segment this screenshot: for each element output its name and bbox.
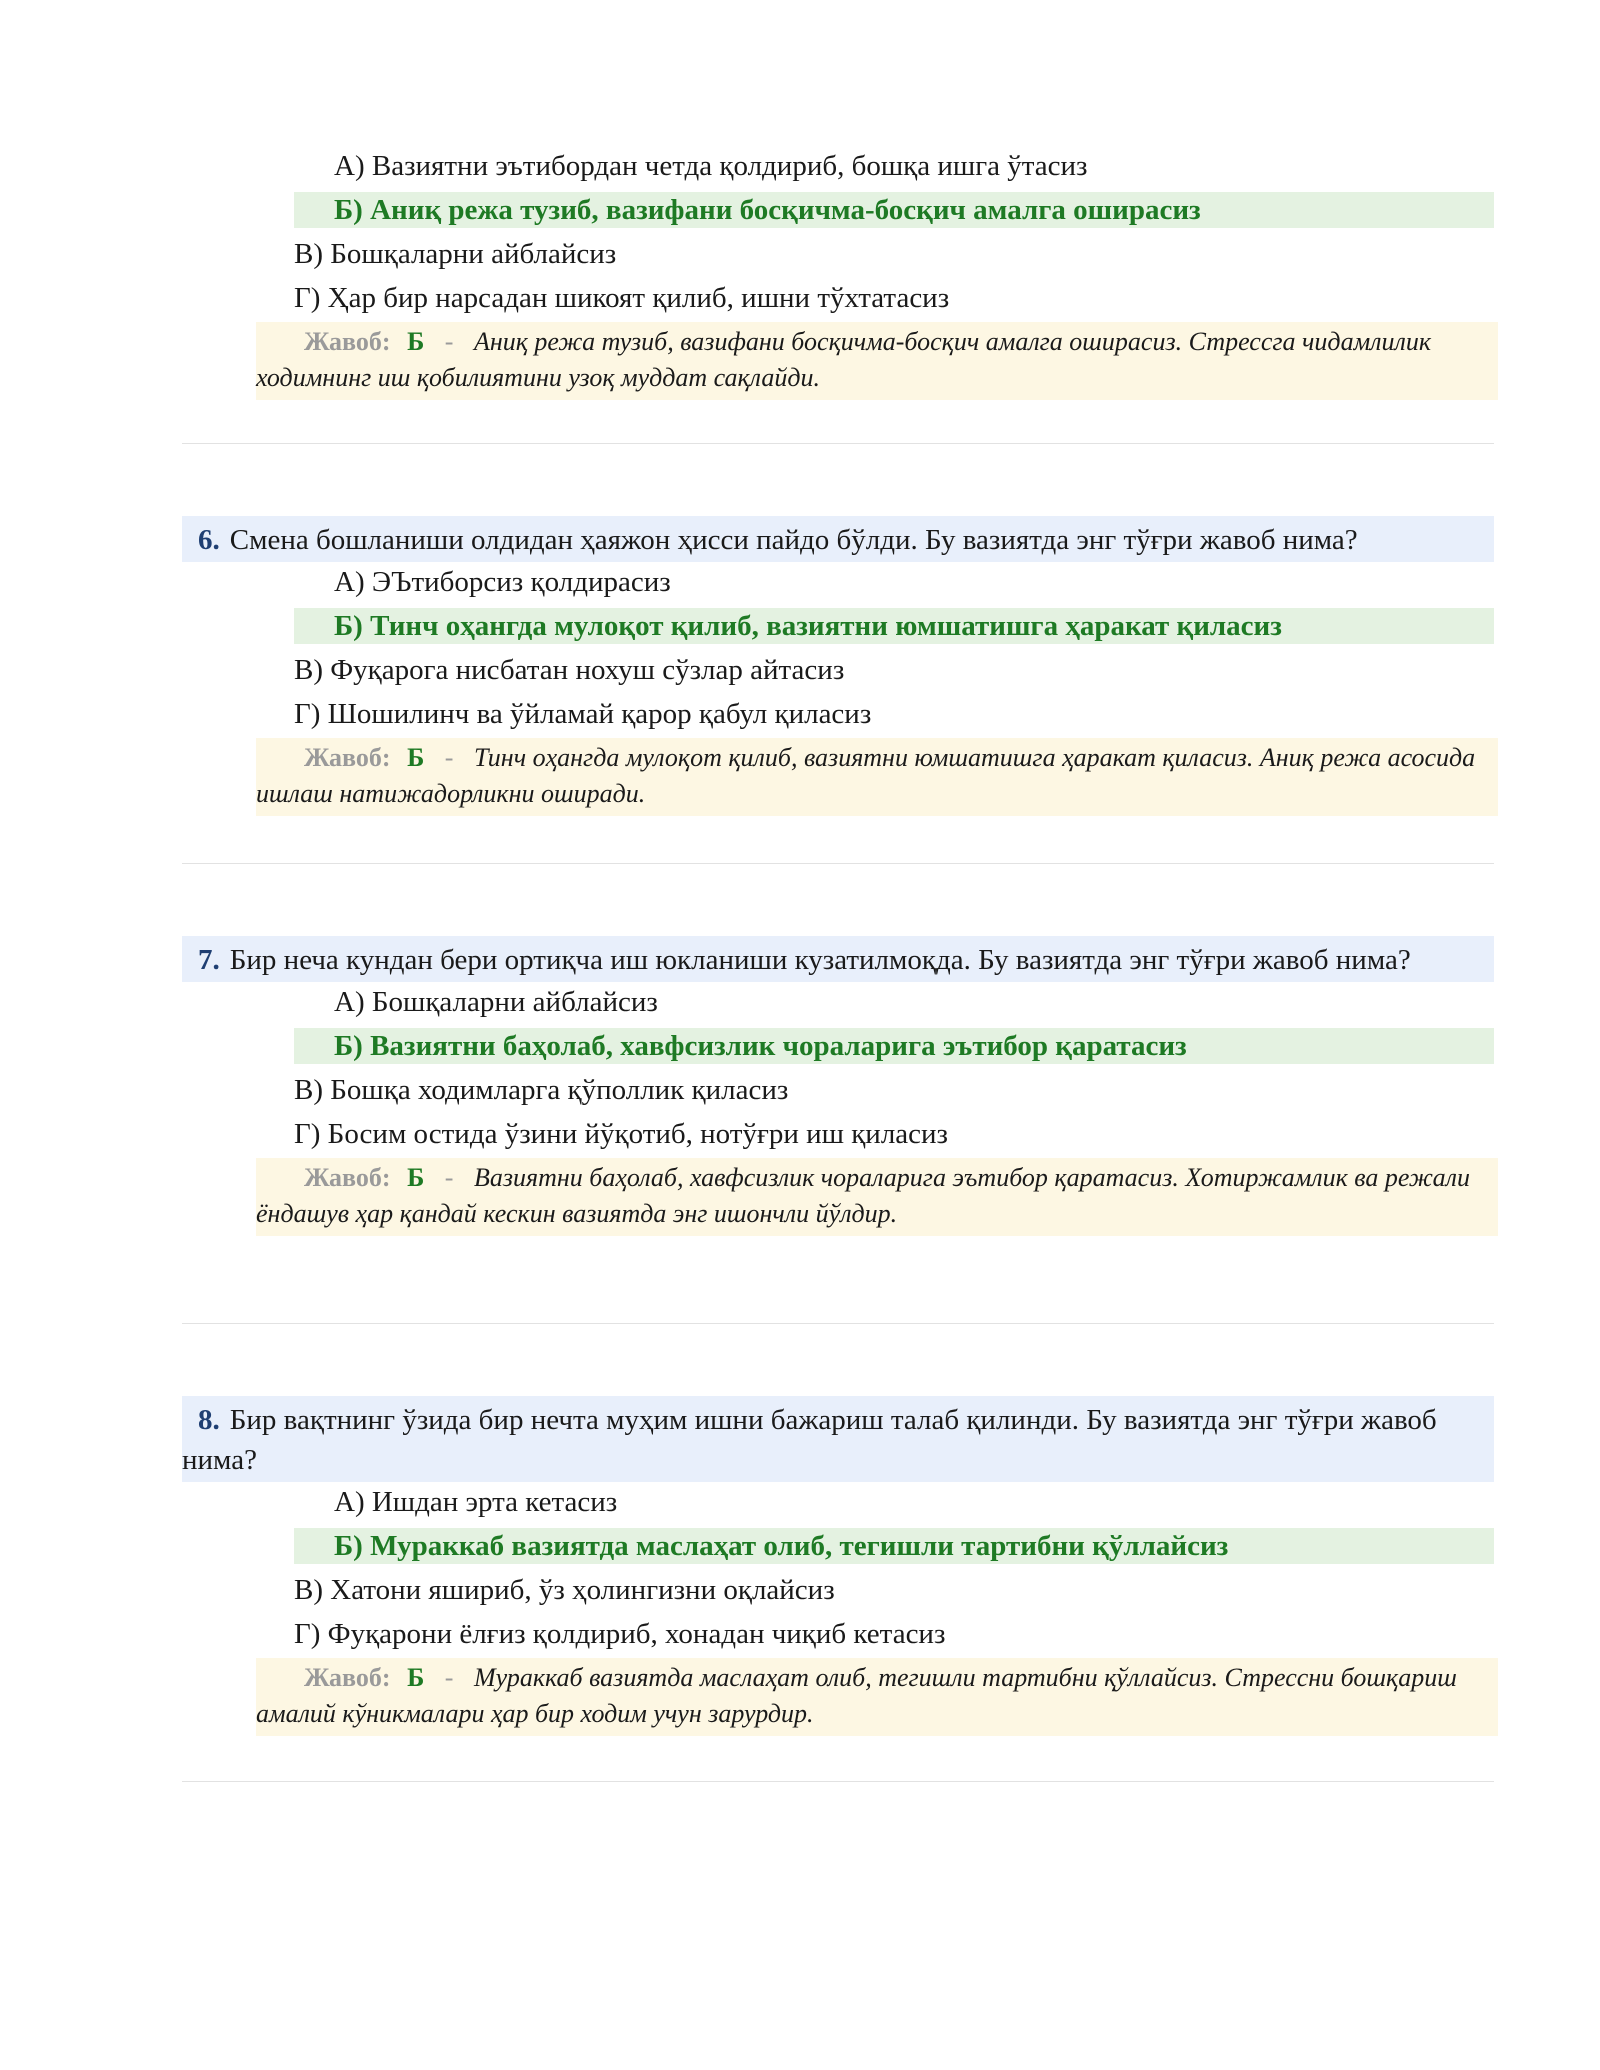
option-b-correct: Б) Аниқ режа тузиб, вазифани босқичма-босқич амалга оширасиз [294,192,1494,228]
answer-box [256,738,1498,816]
option-b-correct: Б) Тинч оҳангда мулоқот қилиб, вазиятни юмшатишга ҳаракат қиласиз [294,608,1494,644]
question-8 [182,1396,1494,1736]
answer-text: Тинч оҳангда мулоқот қилиб, вазиятни юмшатишга ҳаракат қиласиз. Аниқ режа асосида ишлаш натижадорликни оширади. [256,743,1476,808]
option-c: В) Хатони яшириб, ўз ҳолингизни оқлайсиз [294,1574,835,1606]
answer-dash: - [444,327,454,356]
option-a: А) Ишдан эрта кетасиз [334,1486,618,1518]
option-d: Г) Фуқарони ёлғиз қолдириб, хонадан чиқиб кетасиз [294,1618,946,1650]
question-header [182,1396,1494,1482]
option-c: В) Бошқа ходимларга қўполлик қиласиз [294,1074,789,1106]
answer-text: Аниқ режа тузиб, вазифани босқичма-босқич амалга оширасиз. Стрессга чидамлилик ходимнинг иш қобилиятини узоқ муддат сақлайди. [256,327,1432,392]
divider [182,863,1494,864]
answer-label: Жавоб: [304,743,391,772]
question-6 [182,516,1494,816]
divider [182,1323,1494,1324]
option-b-correct: Б) Мураккаб вазиятда маслаҳат олиб, тегишли тартибни қўллайсиз [294,1528,1494,1564]
option-a: А) ЭЪтиборсиз қолдирасиз [334,566,671,598]
option-d: Г) Ҳар бир нарсадан шикоят қилиб, ишни тўхтатасиз [294,282,950,314]
answer-text: Вазиятни баҳолаб, хавфсизлик чораларига эътибор қаратасиз. Хотиржамлик ва режали ёндашув ҳар қандай кескин вазиятда энг ишончли йўлдир. [256,1163,1470,1228]
question-number: 7. [198,944,220,976]
answer-key: Б [407,1663,425,1692]
answer-key: Б [407,1163,425,1192]
answer-label: Жавоб: [304,327,391,356]
answer-key: Б [407,327,425,356]
question-text: Смена бошланиши олдидан ҳаяжон ҳисси пайдо бўлди. Бу вазиятда энг тўғри жавоб нима? [229,524,1358,556]
answer-text: Мураккаб вазиятда маслаҳат олиб, тегишли тартибни қўллайсиз. Стрессни бошқариш амалий кўникмалари ҳар бир ходим учун зарурдир. [256,1663,1457,1728]
answer-dash: - [444,1163,454,1192]
option-a: А) Вазиятни эътибордан четда қолдириб, бошқа ишга ўтасиз [334,150,1088,182]
divider [182,1781,1494,1782]
option-d: Г) Босим остида ўзини йўқотиб, нотўғри иш қиласиз [294,1118,949,1150]
question-number: 8. [198,1404,220,1436]
question-number: 6. [198,524,220,556]
option-c: В) Бошқаларни айблайсиз [294,238,617,270]
answer-dash: - [444,1663,454,1692]
question-5 [182,146,1494,400]
question-7 [182,936,1494,1236]
divider [182,443,1494,444]
question-text: Бир неча кундан бери ортиқча иш юкланиши кузатилмоқда. Бу вазиятда энг тўғри жавоб нима? [229,944,1411,976]
answer-box [256,322,1498,400]
answer-box [256,1158,1498,1236]
option-a: А) Бошқаларни айблайсиз [334,986,658,1018]
answer-key: Б [407,743,425,772]
answer-dash: - [444,743,454,772]
question-header [182,936,1494,982]
option-d: Г) Шошилинч ва ўйламай қарор қабул қиласиз [294,698,872,730]
option-c: В) Фуқарога нисбатан нохуш сўзлар айтасиз [294,654,845,686]
question-text: Бир вақтнинг ўзида бир нечта муҳим ишни бажариш талаб қилинди. Бу вазиятда энг тўғри жавоб нима? [182,1404,1437,1476]
answer-box [256,1658,1498,1736]
option-b-correct: Б) Вазиятни баҳолаб, хавфсизлик чораларига эътибор қаратасиз [294,1028,1494,1064]
question-header [182,516,1494,562]
answer-label: Жавоб: [304,1663,391,1692]
answer-label: Жавоб: [304,1163,391,1192]
